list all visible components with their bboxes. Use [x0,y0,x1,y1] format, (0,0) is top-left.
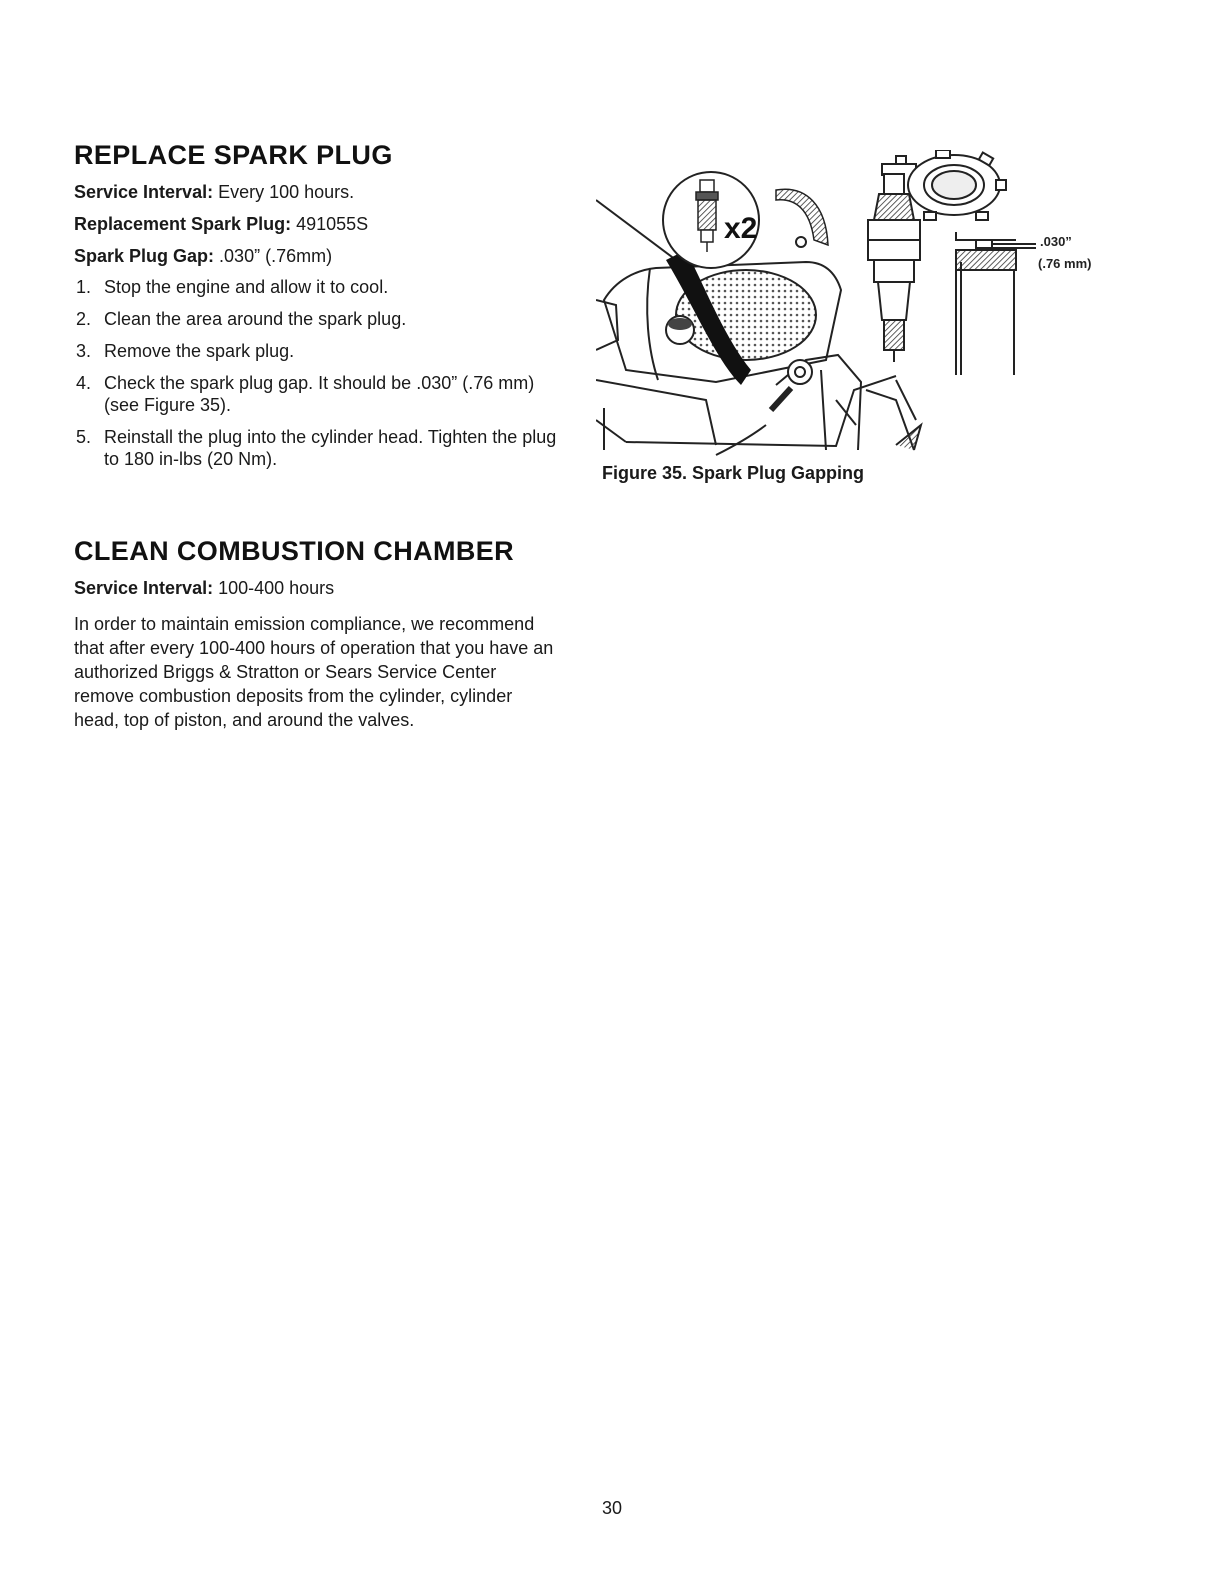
step-text: Reinstall the plug into the cylinder head. Tighten the plug to 180 in-lbs (20 Nm). [104,427,557,469]
replacement-plug [74,212,574,236]
service-interval-label: Service Interval: [74,578,214,598]
section-title: CLEAN COMBUSTION CHAMBER [74,536,515,566]
service-interval [74,576,554,600]
section-replace-spark-plug [74,138,574,480]
page-number: 30 [601,1498,623,1518]
figure-caption: Figure 35. Spark Plug Gapping [602,463,865,483]
step-text: Check the spark plug gap. It should be .030” (.76 mm) (see Figure 35). [104,373,535,415]
step-number: 5. [76,427,92,447]
steps-list [74,276,574,470]
gap-detail [956,232,1036,375]
step-text: Stop the engine and allow it to cool. [104,277,389,297]
plug-gap-value: .030” (.76mm) [219,246,333,266]
plug-gap [74,244,574,268]
step-item [74,426,574,470]
step-item [74,372,574,416]
replacement-plug-value: 491055S [296,214,369,234]
step-item [74,308,574,330]
spark-plug-illustration [596,150,1136,465]
body-paragraph: In order to maintain emission compliance, we recommend that after every 100-400 hours of operation that you have an authorized Briggs & Stratton or Sears Service Center remove combustion deposits from the cylinder, cylinder head, top of piston, and around the valves. [74,614,554,730]
step-item [74,340,574,362]
multiplier-label: x2 [724,212,758,245]
service-interval-label: Service Interval: [74,182,214,202]
step-number: 3. [76,341,92,361]
step-number: 1. [76,277,92,297]
step-number: 4. [76,373,92,393]
section-clean-combustion [74,534,554,732]
service-interval-value: Every 100 hours. [218,182,355,202]
step-item [74,276,574,298]
gap-inch-label: .030” [1040,234,1072,249]
section-title: REPLACE SPARK PLUG [74,140,393,170]
step-text: Clean the area around the spark plug. [104,309,407,329]
spark-plug-figure [596,150,1136,465]
replacement-plug-label: Replacement Spark Plug: [74,214,292,234]
service-interval [74,180,574,204]
plug-gap-label: Spark Plug Gap: [74,246,215,266]
step-number: 2. [76,309,92,329]
service-interval-value: 100-400 hours [218,578,335,598]
gap-mm-label: (.76 mm) [1038,256,1092,271]
step-text: Remove the spark plug. [104,341,295,361]
